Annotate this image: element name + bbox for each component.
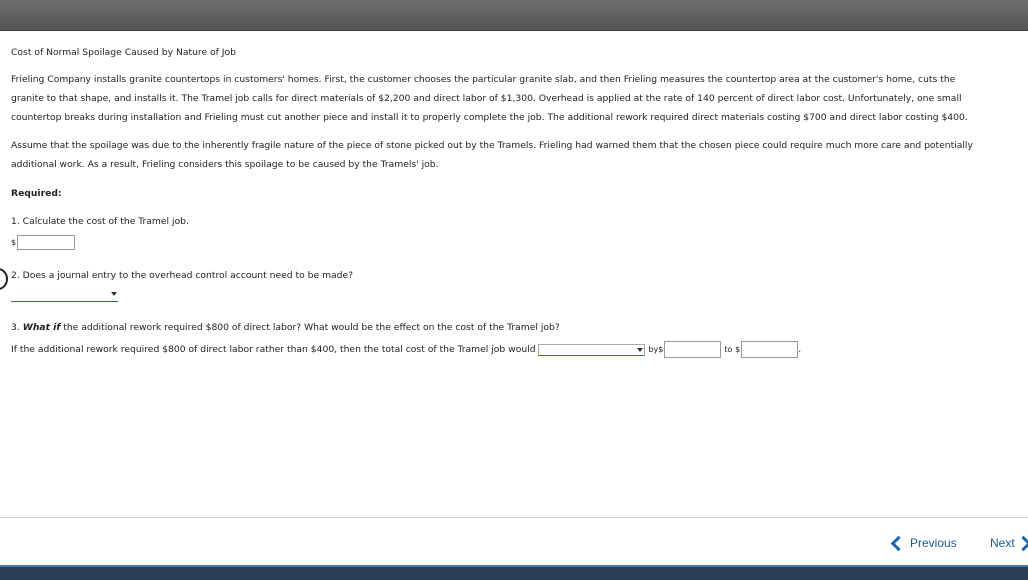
cursor-circle-indicator bbox=[0, 268, 8, 290]
question-1-answer-row bbox=[11, 231, 1019, 253]
journal-entry-dropdown[interactable] bbox=[11, 288, 118, 302]
problem-paragraph-1: Frieling Company installs granite countertops in customers' homes. First, the customer chooses the particular granite slab, and then Frieling measures the countertop area at the customer's home, cuts the granite to that shape, and installs it. The Tramel job calls for direct materials of $2,200 and direct labor of $1,300. Overhead is applied at the rate of 140 percent of direct labor cost. Unfortunately, one small countertop breaks during installation and Frieling must cut another piece and install it to properly complete the job. The additional rework required direct materials costing $700 and direct labor costing $400. bbox=[11, 74, 968, 123]
question-2: 2. Does a journal entry to the overhead control account need to be made? bbox=[11, 270, 354, 281]
question-content bbox=[11, 43, 1019, 359]
effect-direction-dropdown[interactable] bbox=[538, 344, 645, 356]
required-heading: Required: bbox=[11, 188, 62, 199]
previous-button[interactable]: Previous bbox=[893, 536, 957, 550]
chevron-right-icon bbox=[1015, 535, 1028, 551]
top-bar bbox=[0, 0, 1028, 31]
currency-symbol: $ bbox=[11, 237, 17, 247]
question-3: 3. What if the additional rework required $800 of direct labor? What would be the effect on the cost of the Tramel job? bbox=[11, 322, 560, 333]
new-total-cost-input[interactable] bbox=[741, 341, 798, 358]
problem-paragraph-2: Assume that the spoilage was due to the inherently fragile nature of the piece of stone picked out by the Tramels. Frieling had warned them that the chosen piece could require much more care and potentially additional work. As a result, Frieling considers this spoilage to be caused by the Tramels' job. bbox=[11, 140, 973, 170]
problem-title: Cost of Normal Spoilage Caused by Nature of Job bbox=[11, 47, 236, 58]
what-if-label: What if bbox=[22, 322, 61, 333]
question-3-answer-sentence: If the additional rework required $800 of direct labor rather than $400, then the total cost of the Tramel job would by$ to $ . bbox=[11, 340, 1019, 359]
question-1: 1. Calculate the cost of the Tramel job. bbox=[11, 216, 189, 227]
chevron-left-icon bbox=[891, 535, 907, 551]
next-button[interactable]: Next bbox=[990, 536, 1028, 550]
question-2-answer-row bbox=[11, 285, 1019, 305]
footer-divider bbox=[0, 517, 1028, 518]
tramel-job-cost-input[interactable] bbox=[17, 235, 75, 250]
change-amount-input[interactable] bbox=[664, 341, 721, 358]
dropdown-arrow-icon bbox=[111, 292, 117, 296]
dropdown-arrow-icon bbox=[637, 348, 643, 352]
